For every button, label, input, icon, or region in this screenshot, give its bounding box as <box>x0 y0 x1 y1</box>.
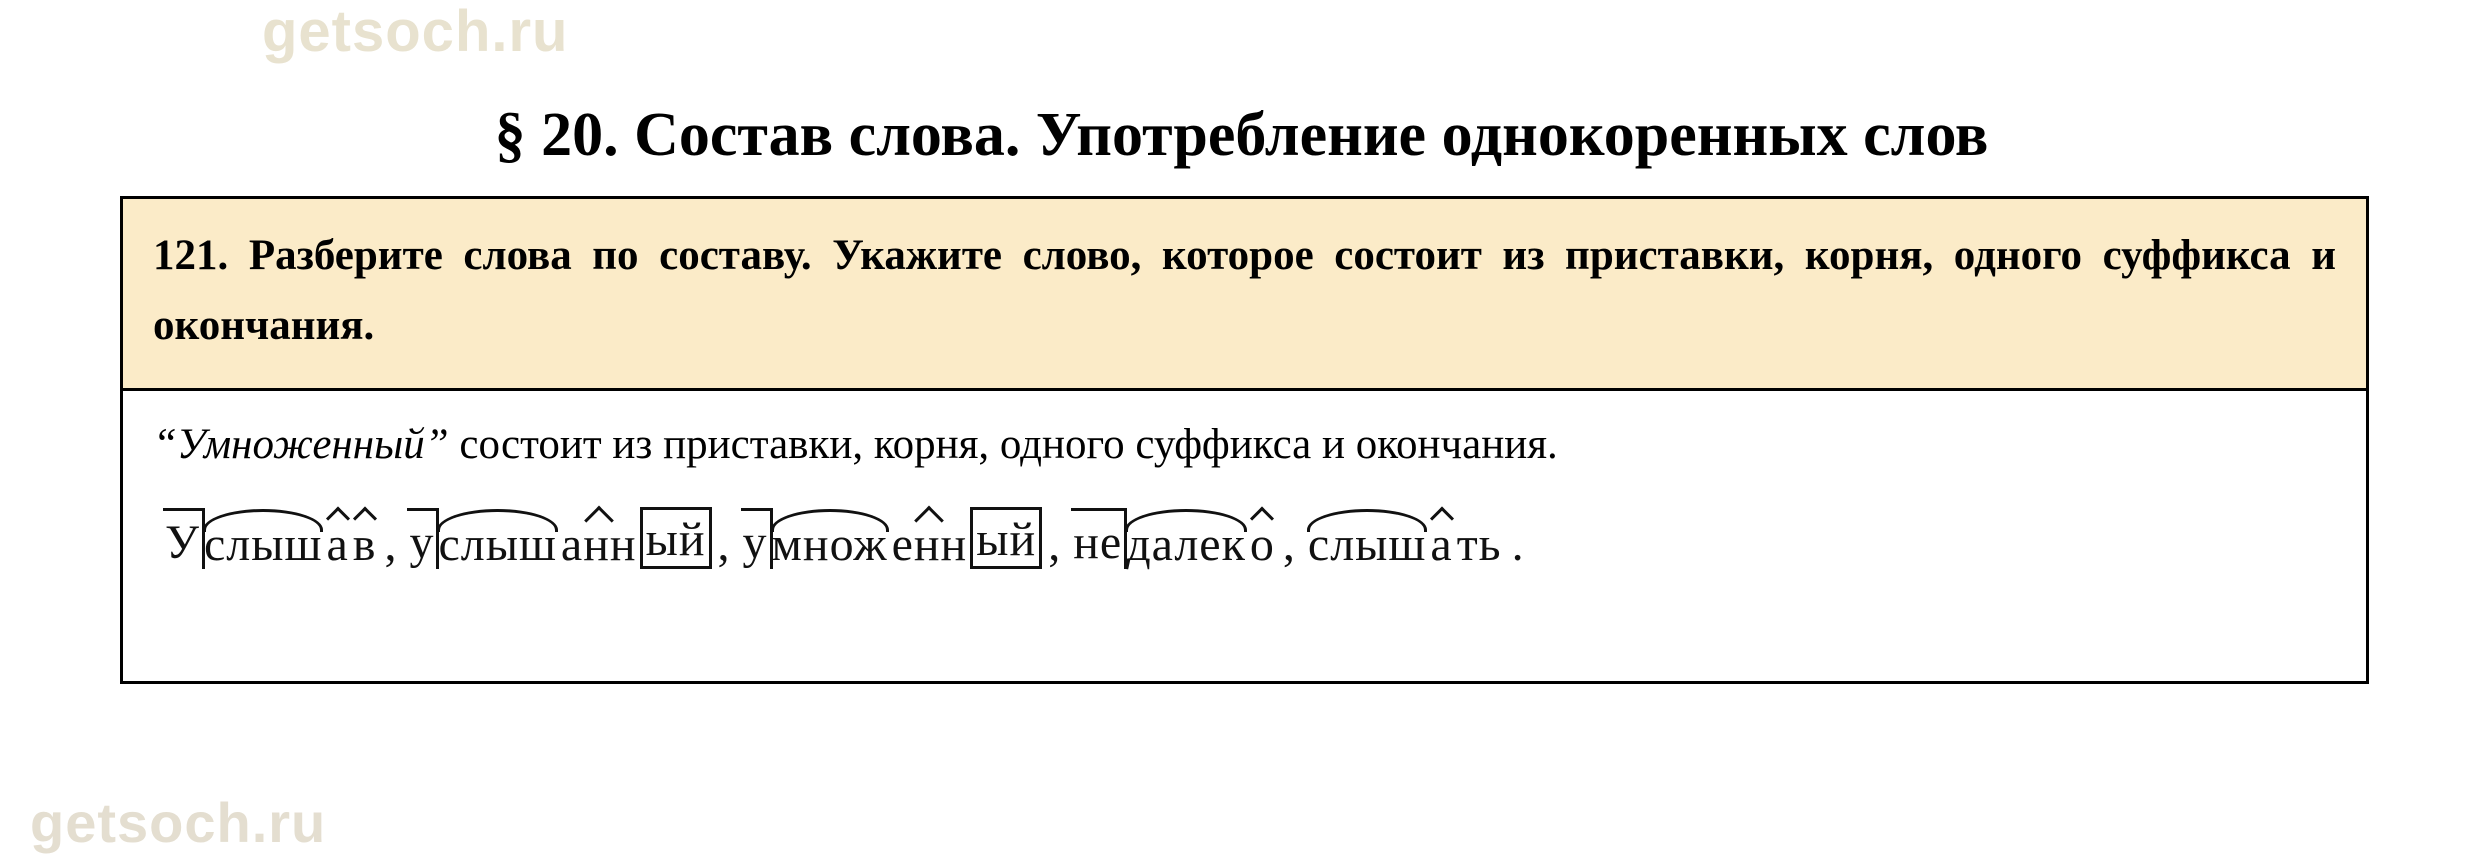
morpheme-suffix: о <box>1248 509 1277 569</box>
morpheme-root: далек <box>1124 509 1248 569</box>
morpheme-prefix: не <box>1071 508 1127 569</box>
morpheme-prefix: у <box>741 508 773 569</box>
analysis-word <box>741 507 1043 572</box>
analysis-word <box>1071 508 1277 572</box>
morphemic-analysis-line <box>153 507 2336 572</box>
morpheme-suffix: а <box>1428 509 1454 569</box>
morpheme-suffix: анн <box>559 509 639 569</box>
analysis-punctuation: . <box>1511 518 1525 572</box>
task-text <box>153 221 2336 360</box>
answer-sentence-rest: состоит из приставки, корня, одного суффикса и окончания. <box>448 421 1558 469</box>
morpheme-ending: ый <box>640 507 712 569</box>
morpheme-root: слыш <box>202 509 324 569</box>
analysis-punctuation: , <box>717 518 731 572</box>
analysis-word <box>407 507 711 572</box>
morpheme-suffix: в <box>351 509 379 569</box>
morpheme-suffix: енн <box>890 509 970 569</box>
watermark-bottom: getsoch.ru <box>30 791 327 854</box>
answer-sentence <box>153 417 2336 473</box>
analysis-word <box>163 508 378 572</box>
morpheme-root: слыш <box>1306 509 1428 569</box>
task-block <box>123 199 2366 391</box>
analysis-punctuation: , <box>1282 518 1296 572</box>
analysis-punctuation: , <box>384 518 398 572</box>
morpheme-ending: ый <box>970 507 1042 569</box>
exercise-number: 121. <box>153 232 229 279</box>
task-statement: Разберите слова по составу. Укажите слово, которое состоит из приставки, корня, одного суффикса и окончания. <box>153 232 2336 349</box>
morpheme-root: слыш <box>436 509 558 569</box>
answer-quoted-word: “Умноженный” <box>153 421 449 469</box>
page-title: § 20. Состав слова. Употребление однокоренных слов <box>494 100 1989 169</box>
answer-block <box>123 391 2366 681</box>
analysis-punctuation: , <box>1048 518 1062 572</box>
morpheme-root: множ <box>770 509 890 569</box>
morpheme-prefix: У <box>163 508 205 569</box>
morpheme-suffix: а <box>324 509 350 569</box>
analysis-word <box>1306 509 1504 572</box>
morpheme-prefix: у <box>407 508 439 569</box>
exercise-card <box>120 196 2369 684</box>
morpheme-infinitive-suffix: ть <box>1456 518 1502 572</box>
watermark-top: getsoch.ru <box>262 0 569 64</box>
